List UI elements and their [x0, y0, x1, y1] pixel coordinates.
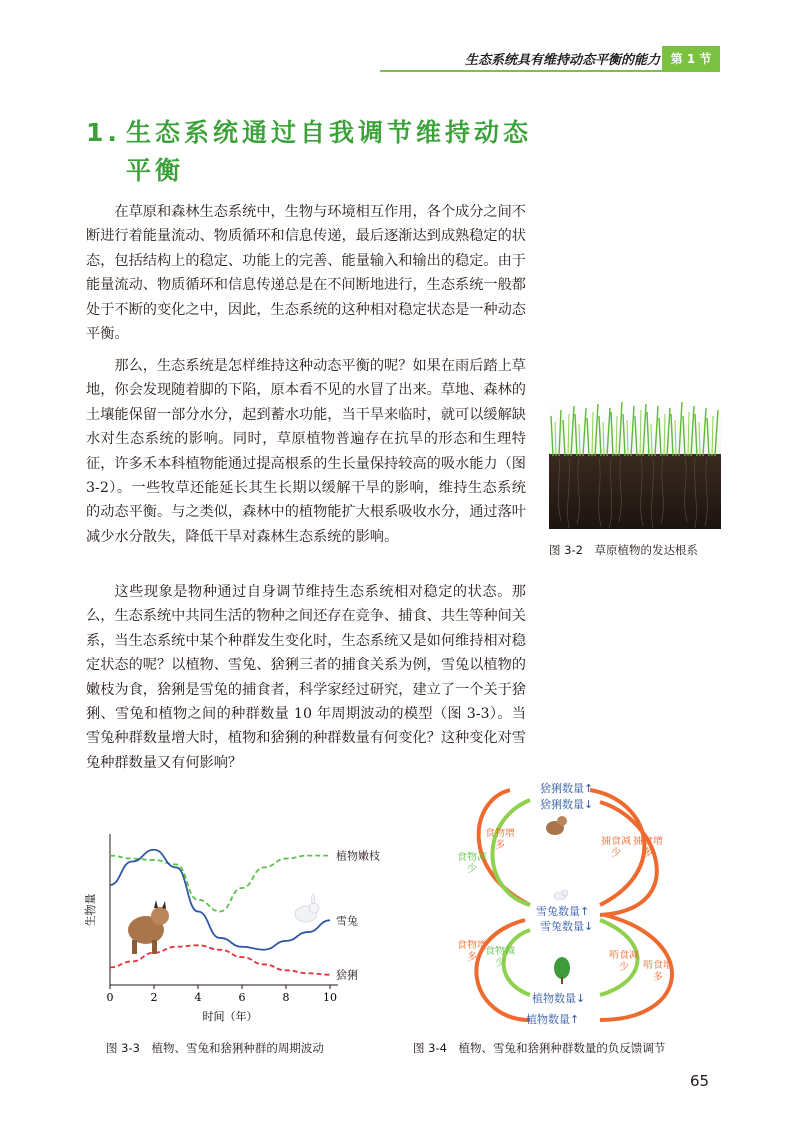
plant-up-label: 植物数量↑ — [526, 1013, 580, 1026]
series-label-0: 植物嫩枝 — [336, 849, 380, 863]
series-label-2: 猞猁 — [336, 968, 358, 982]
x-tick-label: 0 — [106, 991, 114, 1004]
hare-illustration — [295, 894, 319, 922]
y-axis-label: 生物量 — [84, 893, 97, 927]
figure-3-2-caption: 图 3-2 草原植物的发达根系 — [549, 543, 698, 557]
heading-line1: 生态系统通过自我调节维持动态 — [126, 118, 533, 147]
lynx-down-label: 猞猁数量↓ — [540, 798, 594, 811]
page-number: 65 — [690, 1072, 710, 1090]
hare-icon — [554, 890, 568, 900]
food-decrease-label-1: 食物减少 — [457, 852, 487, 875]
section-heading — [86, 114, 532, 190]
x-tick-label: 8 — [282, 991, 290, 1004]
predation-increase-label-2: 啃食增多 — [643, 960, 673, 983]
header-rule — [380, 70, 720, 72]
series-line-2 — [110, 945, 330, 974]
x-tick-label: 4 — [194, 991, 202, 1004]
x-axis-label: 时间（年） — [202, 1010, 258, 1023]
figure-3-4-caption: 图 3-4 植物、雪兔和猞猁种群数量的负反馈调节 — [413, 1041, 666, 1055]
x-tick-label: 6 — [238, 991, 246, 1004]
predation-increase-label-1: 捕食增多 — [633, 836, 663, 859]
section-title: 生态系统具有维持动态平衡的能力 — [464, 53, 660, 68]
plant-down-label: 植物数量↓ — [532, 992, 586, 1005]
series-label-1: 雪兔 — [336, 914, 358, 928]
grass-roots-photo — [549, 396, 721, 529]
lynx-icon — [546, 816, 567, 835]
feedback-diagram — [450, 780, 730, 1030]
heading-number: 1. — [86, 118, 121, 147]
predation-decrease-label-1: 捕食减少 — [601, 836, 631, 859]
food-decrease-label-2: 食物减少 — [485, 946, 515, 969]
series-line-0 — [110, 856, 330, 912]
food-increase-label-1: 食物增多 — [485, 828, 515, 851]
x-tick-label: 10 — [323, 991, 337, 1004]
heading-line2: 平衡 — [126, 156, 185, 185]
paragraph-2: 那么，生态系统是怎样维持这种动态平衡的呢？如果在雨后踏上草地，你会发现随着脚的下陷，原本看不见的水冒了出来。草地、森林的土壤能保留一部分水分，起到蓄水功能，当干旱来临时，就可以缓解缺水对生态系统的影响。同时，草原植物普遍存在抗旱的形态和生理特征，许多禾本科植物能通过提高根系的生长量保持较高的吸水能力（图 3-2）。一些牧草还能延长其生长期以缓解干旱的影响，维持生态系统的动态平衡。与之类似，森林中的植物能扩大根系吸收水分，通过落叶减少水分散失，降低干旱对森林生态系统的影响。 — [86, 358, 526, 545]
section-badge: 第 1 节 — [662, 46, 720, 70]
paragraph-3: 这些现象是物种通过自身调节维持生态系统相对稳定的状态。那么，生态系统中共同生活的物种之间还存在竞争、捕食、共生等种间关系，当生态系统中某个种群发生变化时，生态系统又是如何维持相对稳定状态的呢？以植物、雪兔、猞猁三者的捕食关系为例，雪兔以植物的嫩枝为食，猞猁是雪兔的捕食者，科学家经过研究，建立了一个关于猞猁、雪兔和植物之间的种群数量 10 年周期波动的模型（图 3-3）。当雪兔种群数量增大时，植物和猞猁的种群数量有何变化？这种变化对雪兔种群数量又有何影响？ — [86, 584, 526, 771]
lynx-illustration — [128, 900, 169, 954]
hare-down-label: 雪兔数量↓ — [540, 920, 594, 933]
predation-decrease-label-2: 啃食减少 — [609, 950, 639, 973]
paragraph-1: 在草原和森林生态系统中，生物与环境相互作用，各个成分之间不断进行着能量流动、物质循环和信息传递，最后逐渐达到成熟稳定的状态，包括结构上的稳定、功能上的完善、能量输入和输出的稳定。由于能量流动、物质循环和信息传递总是在不间断地进行，生态系统一般都处于不断的变化之中，因此，生态系统的这种相对稳定状态是一种动态平衡。 — [86, 204, 526, 343]
tree-icon — [554, 957, 570, 984]
hare-up-label: 雪兔数量↑ — [536, 905, 590, 918]
food-increase-label-2: 食物增多 — [457, 940, 487, 963]
x-tick-label: 2 — [150, 991, 158, 1004]
figure-3-3-caption: 图 3-3 植物、雪兔和猞猁种群的周期波动 — [106, 1041, 324, 1055]
lynx-up-label: 猞猁数量↑ — [540, 782, 594, 795]
population-cycle-chart — [80, 820, 400, 1030]
